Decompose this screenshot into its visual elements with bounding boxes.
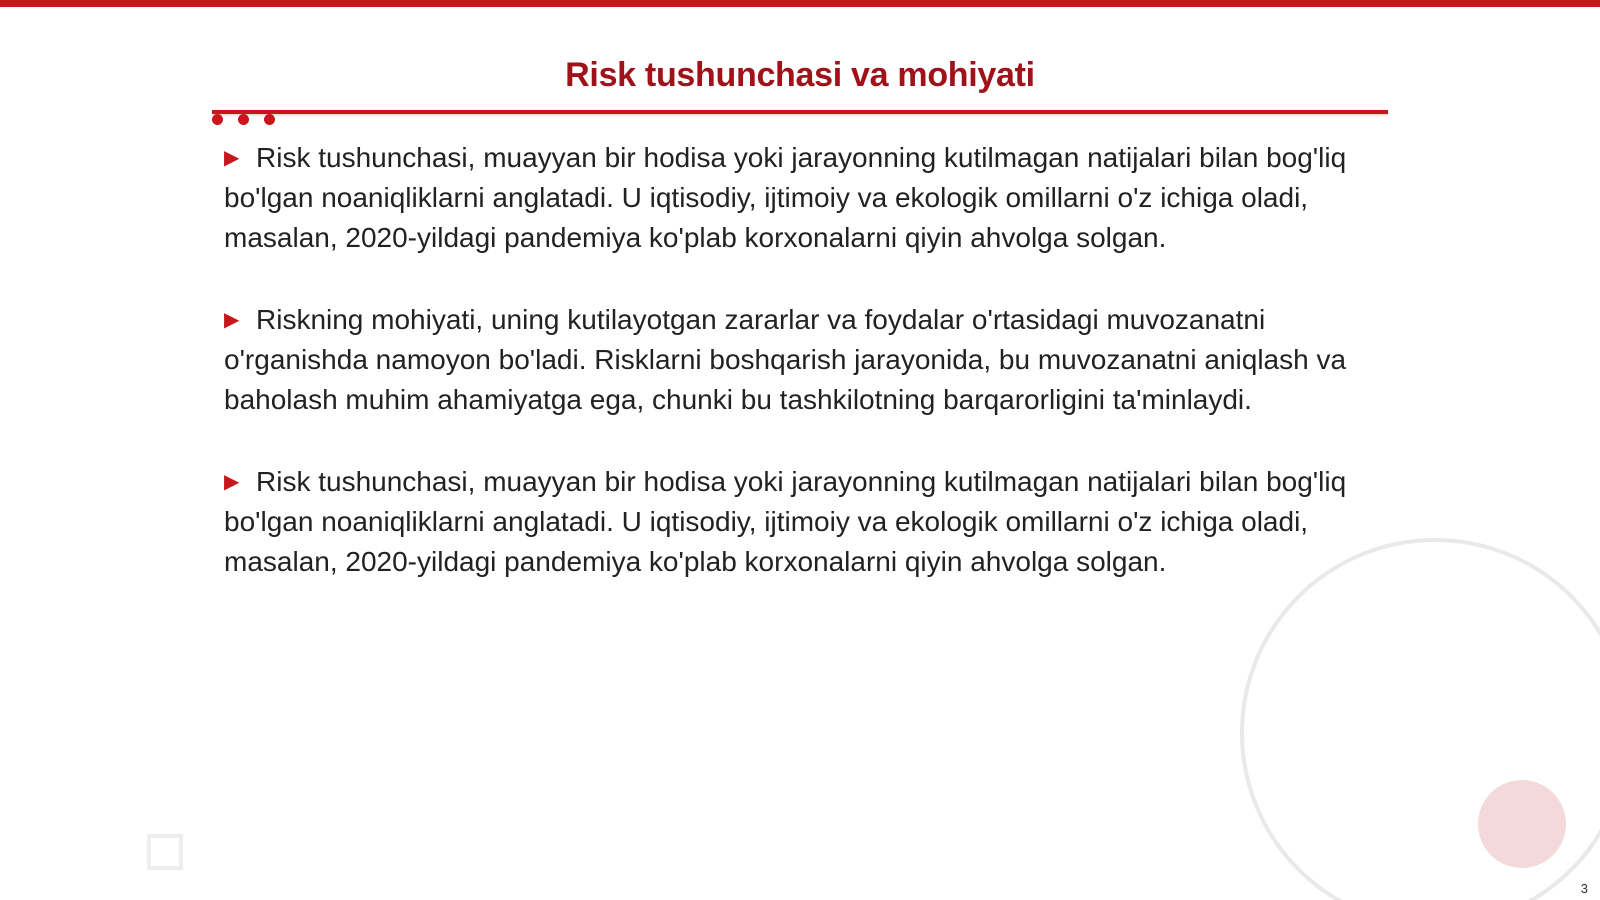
rule-dot bbox=[264, 114, 275, 125]
bullet-list bbox=[224, 138, 1384, 624]
rule-dot bbox=[238, 114, 249, 125]
paragraph-text: Riskning mohiyati, uning kutilayotgan zararlar va foydalar o'rtasidagi muvozanatni o'rganishda namoyon bo'ladi. Risklarni boshqarish jarayonida, bu muvozanatni aniqlash va baholash muhim ahamiyatga ega, chunki bu tashkilotning barqarorligini ta'minlaydi. bbox=[224, 304, 1347, 415]
decorative-square bbox=[147, 834, 183, 870]
page-number: 3 bbox=[1580, 881, 1588, 896]
rule-dot bbox=[212, 114, 223, 125]
paragraph-text: Risk tushunchasi, muayyan bir hodisa yoki jarayonning kutilmagan natijalari bilan bog'liq bo'lgan noaniqliklarni anglatadi. U iqtisodiy, ijtimoiy va ekologik omillarni o'z ichiga oladi, masalan, 2020-yildagi pandemiya ko'plab korxonalarni qiyin ahvolga solgan. bbox=[224, 466, 1347, 577]
decorative-circle bbox=[1478, 780, 1566, 868]
top-accent-bar bbox=[0, 0, 1600, 7]
bullet-arrow-icon: ▶ bbox=[224, 309, 240, 331]
title-underline bbox=[212, 110, 1388, 114]
bullet-paragraph bbox=[224, 300, 1384, 420]
bullet-arrow-icon: ▶ bbox=[224, 471, 240, 493]
paragraph-text: Risk tushunchasi, muayyan bir hodisa yoki jarayonning kutilmagan natijalari bilan bog'liq bo'lgan noaniqliklarni anglatadi. U iqtisodiy, ijtimoiy va ekologik omillarni o'z ichiga oladi, masalan, 2020-yildagi pandemiya ko'plab korxonalarni qiyin ahvolga solgan. bbox=[224, 142, 1347, 253]
bullet-arrow-icon: ▶ bbox=[224, 147, 240, 169]
slide-title: Risk tushunchasi va mohiyati bbox=[565, 56, 1035, 94]
bullet-paragraph bbox=[224, 138, 1384, 258]
bullet-paragraph bbox=[224, 462, 1384, 582]
